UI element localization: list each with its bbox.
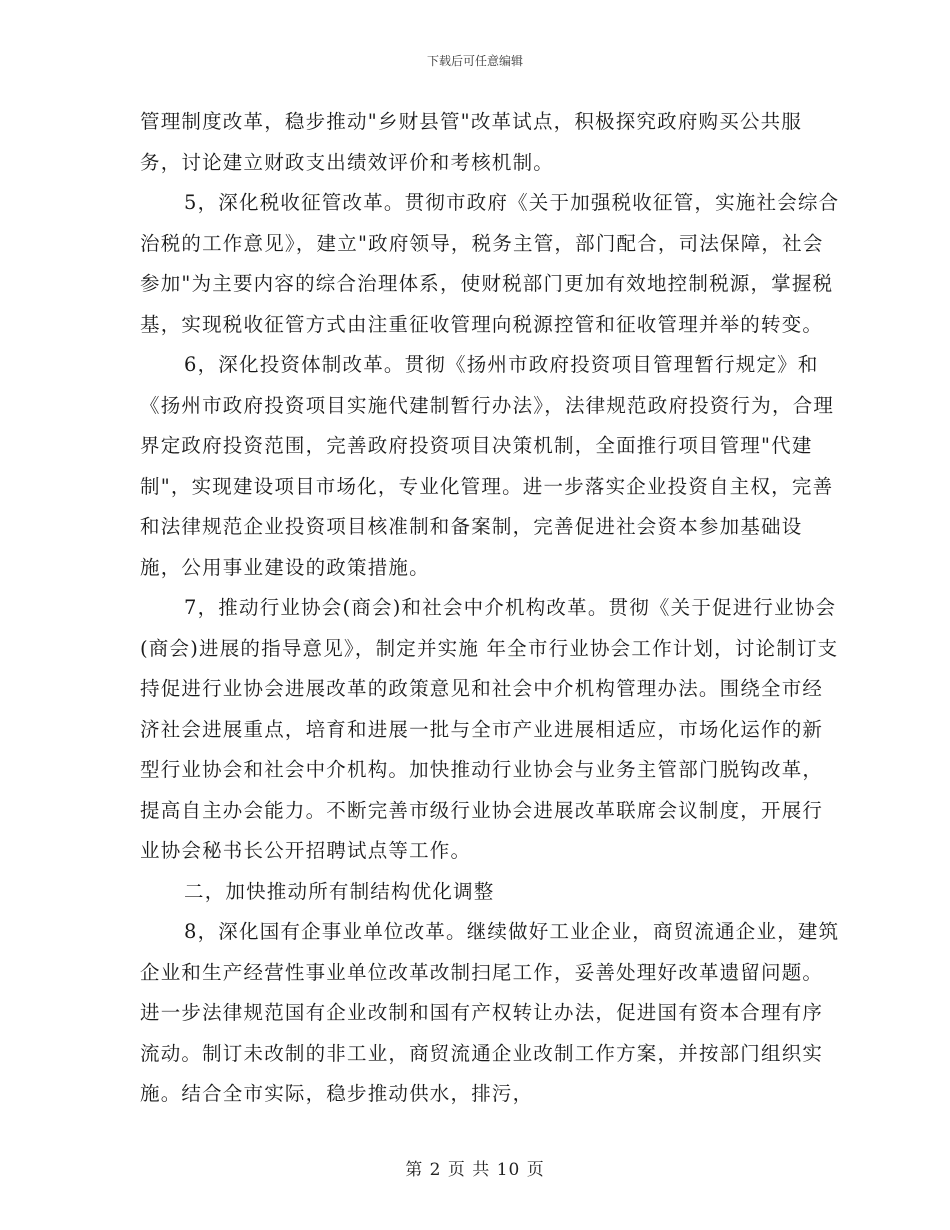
paragraph-item-5: 5，深化税收征管改革。贯彻市政府《关于加强税收征管，实施社会综合治税的工作意见》，建立"政府领导，税务主管，部门配合，司法保障，社会参加"为主要内容的综合治理体系，使财税部门更加有效地控制税源，掌握税基，实现税收征管方式由注重征收管理向税源控管和征收管理并举的转变。 [140,191,840,336]
page-header: 下载后可任意编辑 [426,54,523,68]
paragraph-item-6: 6，深化投资体制改革。贯彻《扬州市政府投资项目管理暂行规定》和《扬州市政府投资项目实施代建制暂行办法》，法律规范政府投资行为，合理界定政府投资范围，完善政府投资项目决策机制，全面推行项目管理"代建制"，实现建设项目市场化，专业化管理。进一步落实企业投资自主权，完善和法律规范企业投资项目核准制和备案制，完善促进社会资本参加基础设施，公用事业建设的政策措施。 [140,353,835,579]
document-body [140,102,840,1115]
paragraph-item-7: 7，推动行业协会(商会)和社会中介机构改革。贯彻《关于促进行业协会(商会)进展的指导意见》，制定并实施 年全市行业协会工作计划，讨论制订支持促进行业协会进展改革的政策意见和社会中介机构管理办法。围绕全市经济社会进展重点，培育和进展一批与全市产业进展相适应，市场化运作的新型行业协会和社会中介机构。加快推动行业协会与业务主管部门脱钩改革，提高自主办会能力。不断完善市级行业协会进展改革联席会议制度，开展行业协会秘书长公开招聘试点等工作。 [140,596,839,862]
section-heading: 二，加快推动所有制结构优化调整 [184,879,495,903]
page-number-footer: 第 2 页 共 10 页 [405,1160,545,1180]
paragraph-continuation: 管理制度改革，稳步推动"乡财县管"改革试点，积极探究政府购买公共服务，讨论建立财政支出绩效评价和考核机制。 [140,110,803,174]
paragraph-item-8: 8，深化国有企事业单位改革。继续做好工业企业，商贸流通企业，建筑企业和生产经营性事业单位改革改制扫尾工作，妥善处理好改革遗留问题。进一步法律规范国有企业改制和国有产权转让办法，促进国有资本合理有序流动。制订未改制的非工业，商贸流通企业改制工作方案，并按部门组织实施。结合全市实际，稳步推动供水，排污， [140,920,840,1105]
